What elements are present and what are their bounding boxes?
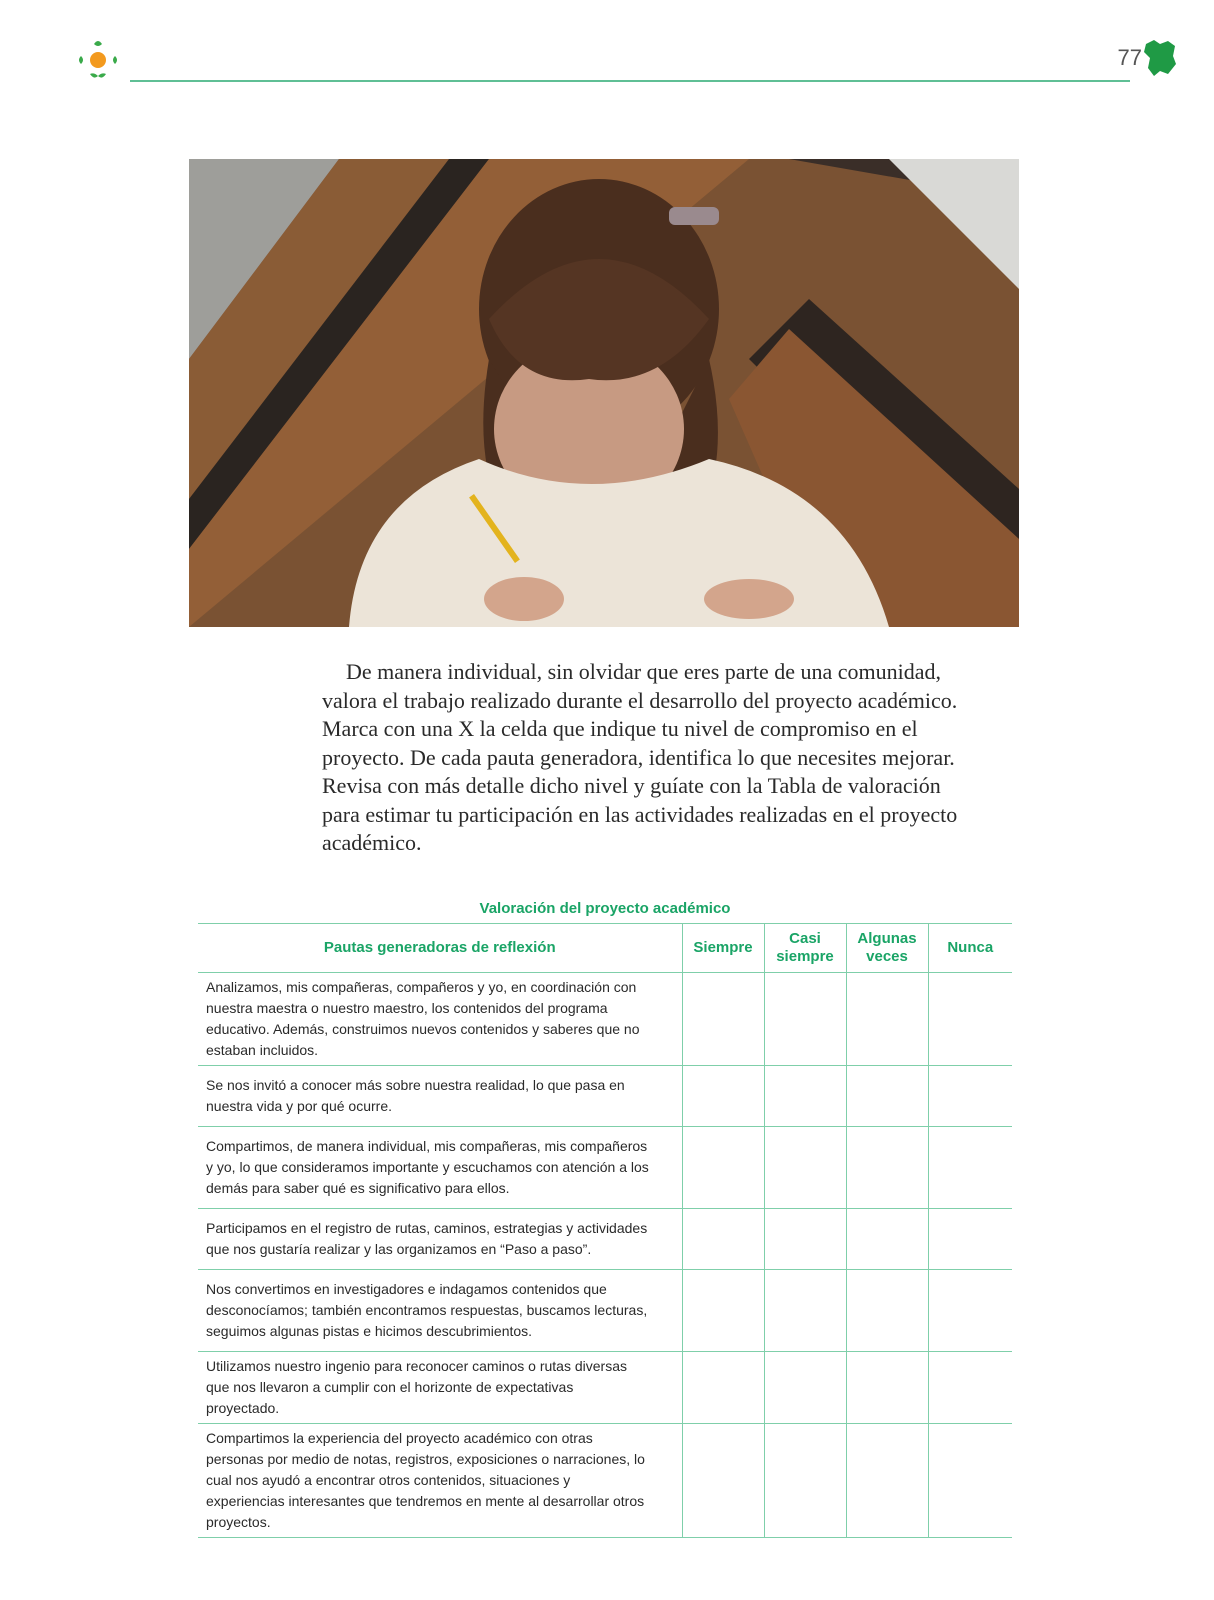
row-prompt: Utilizamos nuestro ingenio para reconocer caminos o rutas diversas que nos llevaron a cumplir con el horizonte de expectativas proyectado. — [198, 1352, 682, 1424]
header-siempre: Siempre — [682, 924, 764, 973]
table-row — [198, 1209, 1012, 1270]
cell-nunca[interactable] — [928, 1424, 1012, 1538]
cell-siempre[interactable] — [682, 1270, 764, 1352]
evaluation-table — [198, 923, 1012, 1538]
photo-student-writing — [189, 159, 1019, 627]
cell-nunca[interactable] — [928, 1352, 1012, 1424]
table-row — [198, 1352, 1012, 1424]
cell-algunas-veces[interactable] — [846, 1127, 928, 1209]
header-rule — [130, 80, 1130, 82]
table-header-row — [198, 924, 1012, 973]
row-prompt: Compartimos la experiencia del proyecto académico con otras personas por medio de notas, registros, exposiciones o narraciones, lo cual nos ayudó a encontrar otros contenidos, situaciones y experiencias interesantes que tendremos en mente al desarrollar otros proyectos. — [198, 1424, 682, 1538]
cell-casi-siempre[interactable] — [764, 973, 846, 1066]
cell-nunca[interactable] — [928, 1127, 1012, 1209]
cell-siempre[interactable] — [682, 973, 764, 1066]
row-prompt: Participamos en el registro de rutas, caminos, estrategias y actividades que nos gustaría realizar y las organizamos en “Paso a paso”. — [198, 1209, 682, 1270]
cell-siempre[interactable] — [682, 1066, 764, 1127]
cell-algunas-veces[interactable] — [846, 1209, 928, 1270]
cell-nunca[interactable] — [928, 973, 1012, 1066]
cell-casi-siempre[interactable] — [764, 1270, 846, 1352]
cell-siempre[interactable] — [682, 1127, 764, 1209]
cell-nunca[interactable] — [928, 1066, 1012, 1127]
cell-nunca[interactable] — [928, 1209, 1012, 1270]
header-prompts: Pautas generadoras de reflexión — [198, 924, 682, 973]
cell-casi-siempre[interactable] — [764, 1352, 846, 1424]
header-algunas-veces: Algunas veces — [846, 924, 928, 973]
cell-algunas-veces[interactable] — [846, 1066, 928, 1127]
cell-casi-siempre[interactable] — [764, 1127, 846, 1209]
table-title: Valoración del proyecto académico — [479, 900, 731, 917]
cell-casi-siempre[interactable] — [764, 1209, 846, 1270]
row-prompt: Compartimos, de manera individual, mis compañeras, mis compañeros y yo, lo que consideramos importante y escuchamos con atención a los demás para saber qué es significativo para ellos. — [198, 1127, 682, 1209]
cell-nunca[interactable] — [928, 1270, 1012, 1352]
cell-algunas-veces[interactable] — [846, 973, 928, 1066]
cell-casi-siempre[interactable] — [764, 1424, 846, 1538]
cell-algunas-veces[interactable] — [846, 1352, 928, 1424]
row-prompt: Analizamos, mis compañeras, compañeros y yo, en coordinación con nuestra maestra o nuestro maestro, los contenidos del programa educativo. Además, construimos nuevos contenidos y saberes que no estaban incluidos. — [198, 973, 682, 1066]
cell-casi-siempre[interactable] — [764, 1066, 846, 1127]
cell-siempre[interactable] — [682, 1209, 764, 1270]
header-casi-siempre: Casi siempre — [764, 924, 846, 973]
table-row — [198, 1127, 1012, 1209]
row-prompt: Nos convertimos en investigadores e indagamos contenidos que desconocíamos; también encontramos respuestas, buscamos lecturas, seguimos algunas pistas e hicimos descubrimientos. — [198, 1270, 682, 1352]
instructions-paragraph: De manera individual, sin olvidar que eres parte de una comunidad, valora el trabajo realizado durante el desarrollo del proyecto académico. Marca con una X la celda que indique tu nivel de compromiso en el proyecto. De cada pauta generadora, identifica lo que necesites mejorar. Revisa con más detalle dicho nivel y guíate con la Tabla de valoración para estimar tu participación en las actividades realizadas en el proyecto académico. — [322, 659, 958, 855]
cell-algunas-veces[interactable] — [846, 1424, 928, 1538]
page-number: 77 — [1117, 45, 1142, 70]
cell-algunas-veces[interactable] — [846, 1270, 928, 1352]
table-row — [198, 973, 1012, 1066]
green-map-icon — [1142, 38, 1178, 78]
cell-siempre[interactable] — [682, 1352, 764, 1424]
series-logo-icon — [72, 34, 124, 86]
table-row — [198, 1424, 1012, 1538]
row-prompt: Se nos invitó a conocer más sobre nuestra realidad, lo que pasa en nuestra vida y por qué ocurre. — [198, 1066, 682, 1127]
cell-siempre[interactable] — [682, 1424, 764, 1538]
table-row — [198, 1066, 1012, 1127]
header-nunca: Nunca — [928, 924, 1012, 973]
table-row — [198, 1270, 1012, 1352]
